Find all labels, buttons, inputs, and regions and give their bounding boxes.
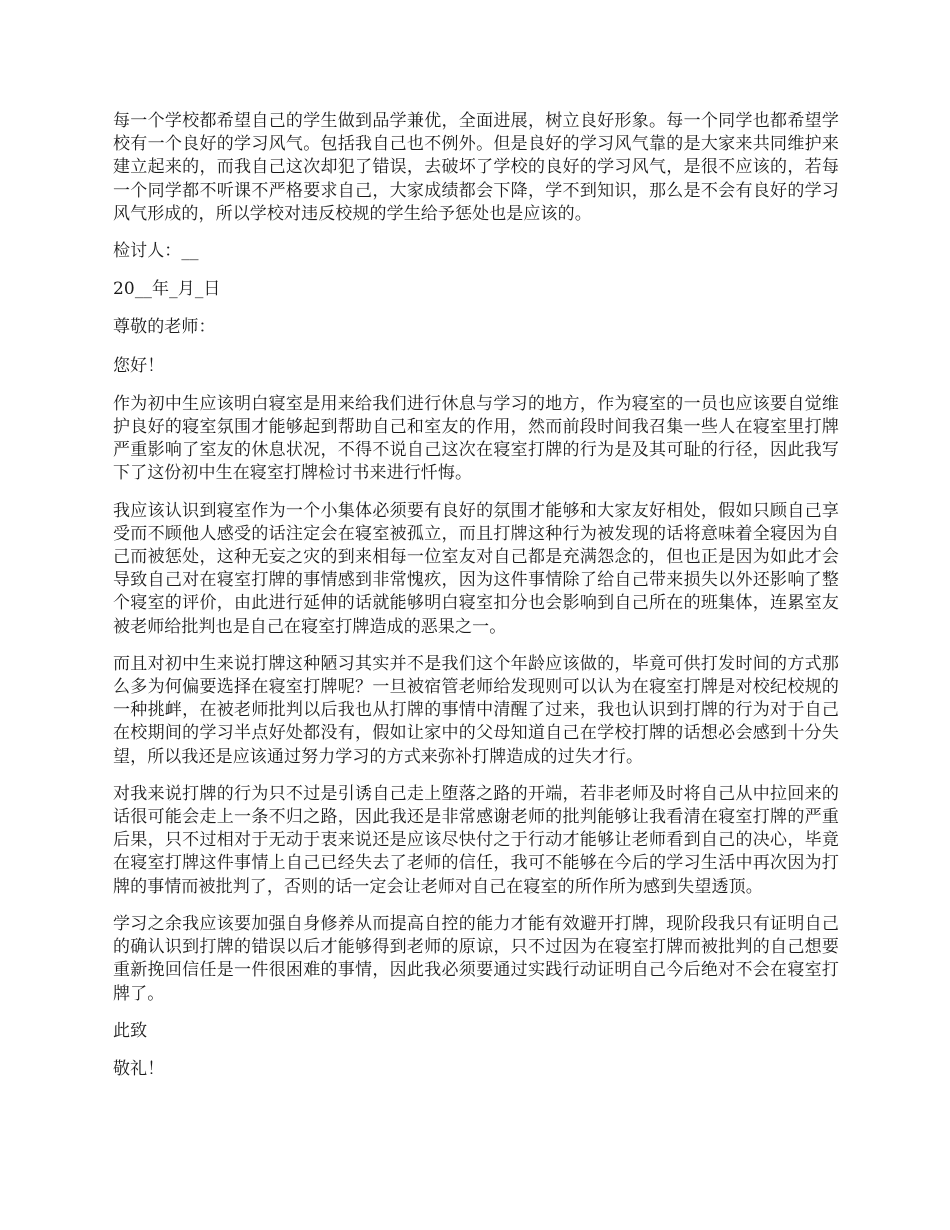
closing-line: 此致 (113, 1020, 148, 1041)
greeting: 您好！ (113, 355, 165, 376)
closing-salute: 敬礼！ (113, 1058, 165, 1079)
paragraph-intro: 每一个学校都希望自己的学生做到品学兼优，全面进展，树立良好形象。每一个同学也都希望学校有一个良好的学习风气。包括我自己也不例外。但是良好的学习风气靠的是大家来共同维护来建立起来的，而我自己这次却犯了错误，去破坏了学校的良好的学习风气，是很不应该的，若每一个同学都不听课不严格要求自己，大家成绩都会下降，学不到知识，那么是不会有良好的学习风气形成的，所以学校对违反校规的学生给予惩处也是应该的。 (113, 111, 839, 224)
document-body (113, 110, 839, 1096)
paragraph-body-2: 我应该认识到寝室作为一个小集体必须要有良好的氛围才能够和大家友好相处，假如只顾自己享受而不顾他人感受的话注定会在寝室被孤立，而且打牌这种行为被发现的话将意味着全寝因为自己而被惩处，这种无妄之灾的到来相每一位室友对自己都是充满怨念的，但也正是因为如此才会导致自己对在寝室打牌的事情感到非常愧疚，因为这件事情除了给自己带来损失以外还影响了整个寝室的评价，由此进行延伸的话就能够明白寝室扣分也会影响到自己所在的班集体，连累室友被老师给批判也是自己在寝室打牌造成的恶果之一。 (113, 500, 839, 637)
paragraph-body-5: 学习之余我应该要加强自身修养从而提高自控的能力才能有效避开打牌，现阶段我只有证明自己的确认识到打牌的错误以后才能够得到老师的原谅，只不过因为在寝室打牌而被批判的自己想要重新挽回信任是一件很困难的事情，因此我必须要通过实践行动证明自己今后绝对不会在寝室打牌了。 (113, 913, 839, 1004)
paragraph-body-3: 而且对初中生来说打牌这种陋习其实并不是我们这个年龄应该做的，毕竟可供打发时间的方式那么多为何偏要选择在寝室打牌呢？一旦被宿管老师给发现则可以认为在寝室打牌是对校纪校规的一种挑衅，在被老师批判以后我也从打牌的事情中清醒了过来，我也认识到打牌的行为对于自己在校期间的学习半点好处都没有，假如让家中的父母知道自己在学校打牌的话想必会感到十分失望，所以我还是应该通过努力学习的方式来弥补打牌造成的过失才行。 (113, 653, 839, 767)
paragraph-body-4: 对我来说打牌的行为只不过是引诱自己走上堕落之路的开端，若非老师及时将自己从中拉回来的话很可能会走上一条不归之路，因此我还是非常感谢老师的批判能够让我看清在寝室打牌的严重后果，只不过相对于无动于衷来说还是应该尽快付之于行动才能够让老师看到自己的决心，毕竟在寝室打牌这件事情上自己已经失去了老师的信任，我可不能够在今后的学习生活中再次因为打牌的事情而被批判了，否则的话一定会让老师对自己在寝室的所作所为感到失望透顶。 (113, 783, 839, 897)
date-line: 20__年_月_日 (113, 279, 221, 300)
salutation: 尊敬的老师： (113, 317, 216, 338)
paragraph-body-1: 作为初中生应该明白寝室是用来给我们进行休息与学习的地方，作为寝室的一员也应该要自觉维护良好的寝室氛围才能够起到帮助自己和室友的作用，然而前段时间我召集一些人在寝室里打牌严重影响了室友的休息状况，不得不说自己这次在寝室打牌的行为是及其可耻的行径，因此我写下了这份初中生在寝室打牌检讨书来进行忏悔。 (113, 393, 839, 484)
signature-line: 检讨人：__ (113, 241, 199, 262)
